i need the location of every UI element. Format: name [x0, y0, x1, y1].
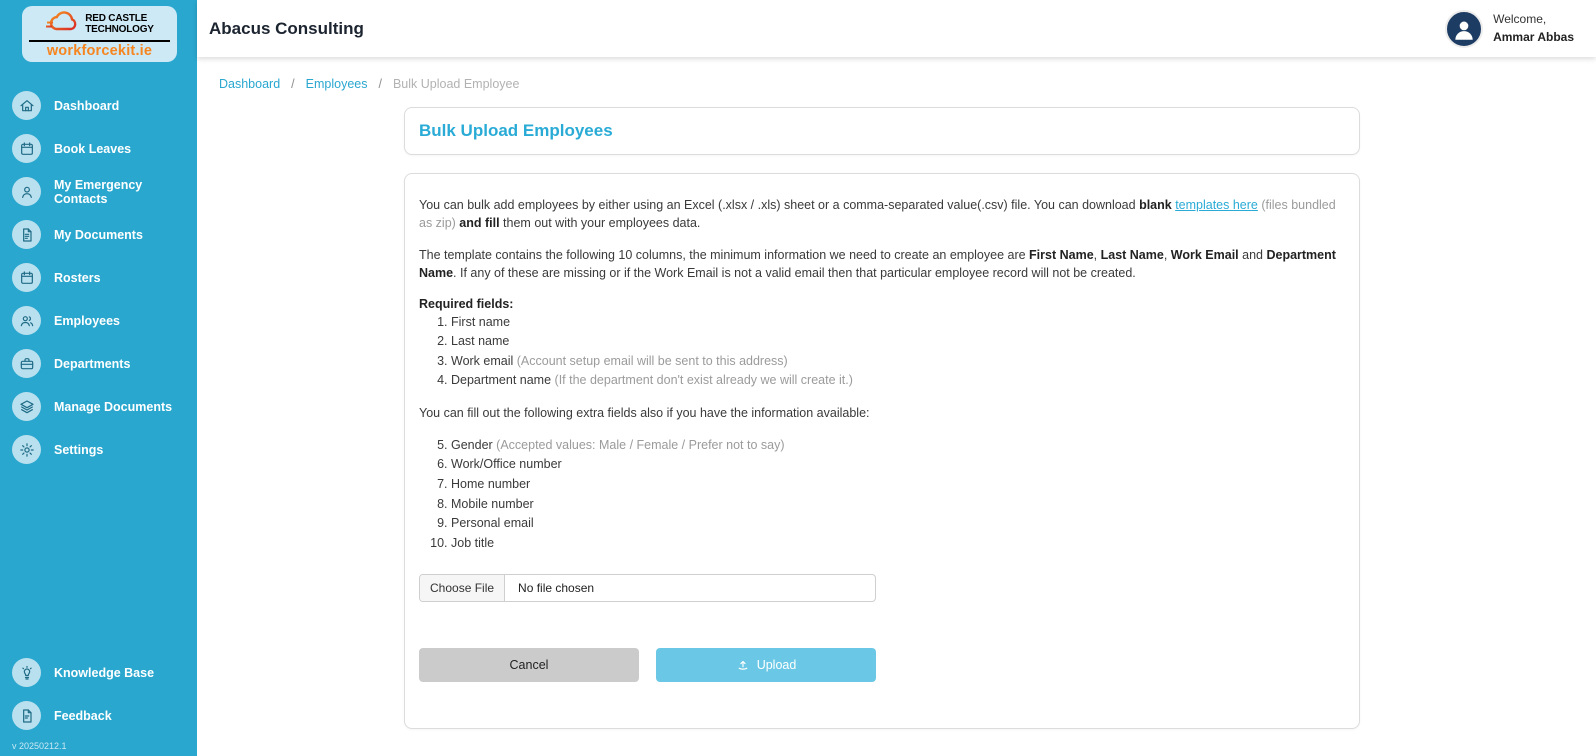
- templates-link[interactable]: templates here: [1175, 198, 1258, 212]
- calendar-icon: [12, 134, 41, 163]
- sidebar-item-book-leaves[interactable]: [0, 127, 197, 170]
- sidebar-item-feedback[interactable]: [0, 694, 197, 737]
- required-column: Last Name: [1100, 248, 1164, 263]
- intro-bold: blank: [1139, 198, 1176, 212]
- list-item: 5. Gender (Accepted values: Male / Female / Prefer not to say): [451, 436, 1345, 454]
- sidebar-item-label: Book Leaves: [54, 141, 132, 156]
- sidebar-bottom-nav: [0, 651, 197, 737]
- user-icon: [1451, 17, 1477, 43]
- user-name: Ammar Abbas: [1493, 29, 1574, 44]
- sidebar-item-label: Feedback: [54, 708, 112, 723]
- person-icon: [12, 177, 41, 206]
- people-icon: [12, 306, 41, 335]
- document-icon: [12, 220, 41, 249]
- gear-icon: [12, 435, 41, 464]
- sidebar-item-label: My Emergency Contacts: [54, 177, 143, 206]
- sidebar-item-label: Employees: [54, 313, 121, 328]
- sidebar-item-my-documents[interactable]: [0, 213, 197, 256]
- required-fields-list: [419, 313, 1345, 390]
- home-icon: [12, 91, 41, 120]
- sidebar-item-label: My Documents: [54, 227, 143, 242]
- upload-icon: [736, 658, 750, 672]
- cloud-logo-icon: [45, 10, 81, 39]
- feedback-icon: [12, 701, 41, 730]
- sidebar-item-manage-documents[interactable]: [0, 385, 197, 428]
- breadcrumb-separator: /: [378, 77, 382, 91]
- breadcrumb-current: Bulk Upload Employee: [392, 77, 520, 91]
- action-buttons: [419, 648, 1345, 682]
- sidebar-item-dashboard[interactable]: [0, 84, 197, 127]
- upload-button-label: Upload: [756, 657, 797, 672]
- cancel-button[interactable]: Cancel: [419, 648, 639, 682]
- required-fields-heading: Required fields:: [419, 296, 514, 311]
- required-column: Work Email: [1170, 248, 1239, 263]
- extra-fields-intro: You can fill out the following extra fields also if you have the information available:: [419, 405, 870, 420]
- sidebar-item-departments[interactable]: [0, 342, 197, 385]
- choose-file-button[interactable]: Choose File: [420, 575, 505, 601]
- sidebar-nav: [0, 84, 197, 471]
- file-input[interactable]: [419, 574, 876, 602]
- file-chosen-status: No file chosen: [518, 580, 595, 595]
- content-area: [197, 107, 1596, 729]
- columns-paragraph: The template contains the following 10 columns, the minimum information we need to create an employee are First Name, Last Name, Work Email and Department Name. If any of these are missing or if the Work Email is not a valid email then that particular employee record will not be created.: [419, 248, 1336, 281]
- sidebar-item-label: Rosters: [54, 270, 101, 285]
- avatar[interactable]: [1445, 10, 1483, 48]
- logo-brand-text: RED CASTLE TECHNOLOGY: [85, 12, 154, 35]
- list-item: 9. Personal email: [451, 514, 1345, 532]
- lightbulb-icon: [12, 658, 41, 687]
- list-item: 10. Job title: [451, 534, 1345, 552]
- logo[interactable]: [22, 6, 177, 62]
- list-item: 1. First name: [451, 313, 1345, 331]
- list-item: 3. Work email (Account setup email will be sent to this address): [451, 352, 1345, 370]
- top-header: [197, 0, 1596, 57]
- app-version: v 20250212.1: [12, 741, 67, 751]
- breadcrumb-dashboard[interactable]: Dashboard: [219, 77, 281, 91]
- sidebar-item-employees[interactable]: [0, 299, 197, 342]
- breadcrumb-separator: /: [291, 77, 295, 91]
- welcome-text: [1493, 11, 1574, 46]
- logo-top: [29, 10, 170, 42]
- intro-note: (files bundled as zip): [419, 198, 1336, 231]
- columns-text: The template contains the following 10 columns, the minimum information we need to create an employee are: [419, 248, 1030, 263]
- breadcrumb: [197, 57, 1596, 107]
- sidebar-item-settings[interactable]: [0, 428, 197, 471]
- sidebar: [0, 0, 197, 756]
- list-item: 7. Home number: [451, 475, 1345, 493]
- sidebar-item-label: Departments: [54, 356, 131, 371]
- sidebar-item-label: Settings: [54, 442, 104, 457]
- company-title: Abacus Consulting: [209, 18, 364, 38]
- bulk-upload-card: [404, 173, 1360, 729]
- sidebar-item-label: Dashboard: [54, 98, 120, 113]
- sidebar-item-my-emergency-contacts[interactable]: [0, 170, 197, 213]
- logo-domain: workforcekit.ie: [46, 43, 153, 59]
- list-item: 8. Mobile number: [451, 495, 1345, 513]
- intro-paragraph: [419, 196, 1345, 232]
- list-item: 6. Work/Office number: [451, 455, 1345, 473]
- list-item: 4. Department name (If the department don't exist already we will create it.): [451, 371, 1345, 389]
- sidebar-item-label: Knowledge Base: [54, 665, 155, 680]
- extra-fields-list: [419, 436, 1345, 552]
- intro-text: them out with your employees data.: [499, 216, 701, 231]
- sidebar-item-label: Manage Documents: [54, 399, 173, 414]
- page-title-card: [404, 107, 1360, 155]
- user-menu[interactable]: [1445, 10, 1574, 48]
- breadcrumb-employees[interactable]: Employees: [305, 77, 368, 91]
- list-item: 2. Last name: [451, 332, 1345, 350]
- intro-text: You can bulk add employees by either using an Excel (.xlsx / .xls) sheet or a comma-separated value(.csv) file. You can download: [419, 198, 1140, 212]
- welcome-label: Welcome,: [1493, 12, 1547, 27]
- layers-icon: [12, 392, 41, 421]
- page-title: Bulk Upload Employees: [419, 121, 613, 140]
- upload-button[interactable]: [656, 648, 876, 682]
- sidebar-item-knowledge-base[interactable]: [0, 651, 197, 694]
- main-column: [197, 0, 1596, 756]
- columns-text: . If any of these are missing or if the Work Email is not a valid email then that particular employee record will not be created.: [453, 266, 1136, 281]
- required-column: Department Name: [419, 248, 1336, 281]
- briefcase-icon: [12, 349, 41, 378]
- required-column: First Name: [1029, 248, 1094, 263]
- sidebar-item-rosters[interactable]: [0, 256, 197, 299]
- calendar-icon: [12, 263, 41, 292]
- intro-bold: and fill: [459, 216, 500, 231]
